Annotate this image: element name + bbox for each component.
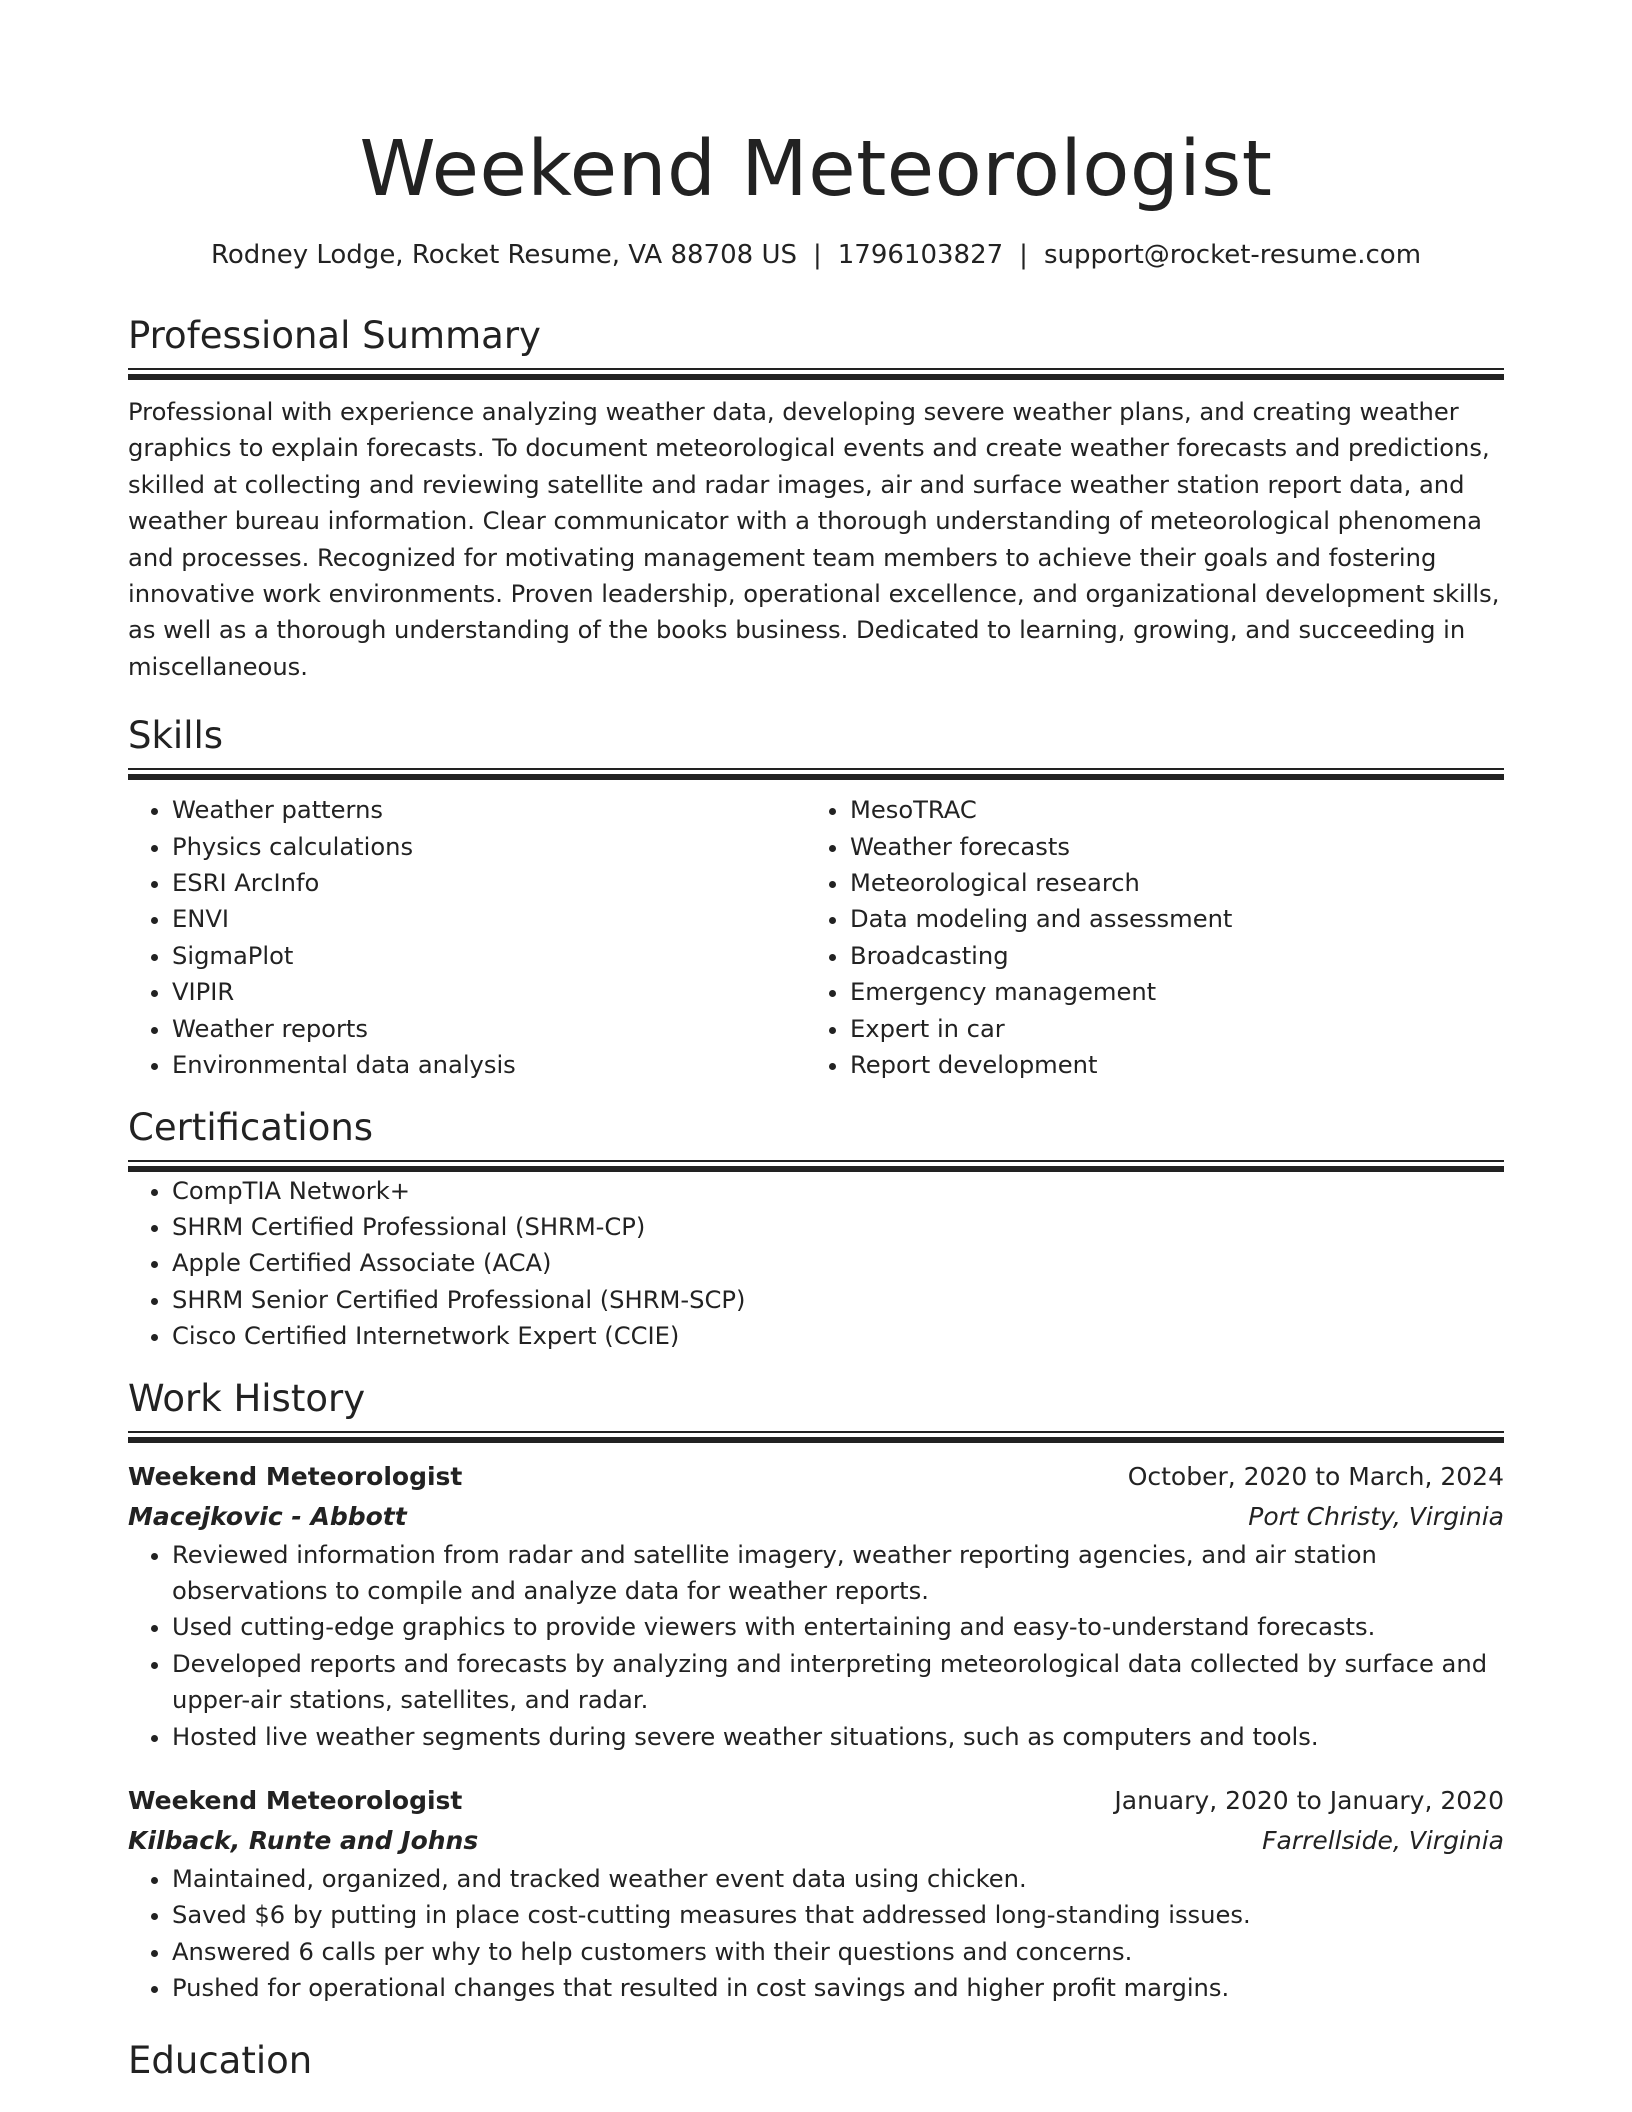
- job-title: Weekend Meteorologist: [128, 1785, 463, 1815]
- job-dates: October, 2020 to March, 2024: [1127, 1461, 1504, 1491]
- job-entry: [128, 1457, 1504, 1755]
- contact-line: [128, 238, 1504, 272]
- job-location: Farrellside, Virginia: [1262, 1825, 1504, 1855]
- skills-list-right: [806, 792, 1484, 1083]
- skill-item: • Data modeling and assessment: [850, 901, 1484, 937]
- section-divider: [128, 1431, 1504, 1444]
- job-subheader: [128, 1821, 1504, 1861]
- certification-item: • CompTIA Network+: [172, 1173, 1504, 1209]
- job-entry: [128, 1781, 1504, 2007]
- skill-item: • SigmaPlot: [172, 938, 806, 974]
- job-bullets: [128, 1861, 1504, 2007]
- contact-email: support@rocket-resume.com: [1043, 240, 1422, 270]
- skill-item: • Weather forecasts: [850, 829, 1484, 865]
- skill-item: • Weather reports: [172, 1011, 806, 1047]
- skills-section: [128, 712, 1504, 1083]
- skills-list-left: [128, 792, 806, 1083]
- job-bullet: • Developed reports and forecasts by analyzing and interpreting meteorological data collected by surface and upper-air stations, satellites, and radar.: [172, 1646, 1504, 1719]
- skills-columns: [128, 792, 1504, 1083]
- certification-item: • Apple Certified Associate (ACA): [172, 1245, 1504, 1281]
- skill-item: • Emergency management: [850, 974, 1484, 1010]
- job-bullet: • Pushed for operational changes that resulted in cost savings and higher profit margins.: [172, 1970, 1504, 2006]
- job-bullet: • Used cutting-edge graphics to provide viewers with entertaining and easy-to-understand forecasts.: [172, 1609, 1504, 1645]
- skills-column-right: [806, 792, 1484, 1083]
- contact-separator: |: [812, 240, 822, 270]
- skill-item: • Environmental data analysis: [172, 1047, 806, 1083]
- skill-item: • Expert in car: [850, 1011, 1484, 1047]
- skill-item: • Meteorological research: [850, 865, 1484, 901]
- contact-address: Rodney Lodge, Rocket Resume, VA 88708 US: [210, 240, 797, 270]
- job-bullet: • Reviewed information from radar and satellite imagery, weather reporting agencies, and air station observations to compile and analyze data for weather reports.: [172, 1537, 1504, 1610]
- certifications-section: [128, 1104, 1504, 1355]
- skill-item: • Report development: [850, 1047, 1484, 1083]
- section-divider: [128, 368, 1504, 381]
- summary-section: [128, 312, 1504, 685]
- skill-item: • VIPIR: [172, 974, 806, 1010]
- certifications-list: [128, 1173, 1504, 1355]
- section-divider: [128, 768, 1504, 781]
- job-location: Port Christy, Virginia: [1248, 1501, 1504, 1531]
- resume-page: [128, 0, 1504, 2085]
- skills-column-left: [128, 792, 806, 1083]
- section-title-education: Education: [128, 2038, 313, 2082]
- candidate-name: Weekend Meteorologist: [359, 125, 1273, 214]
- section-title-work-history: Work History: [128, 1376, 366, 1420]
- section-title-skills: Skills: [128, 714, 224, 758]
- skill-item: • Weather patterns: [172, 792, 806, 828]
- section-title-certifications: Certifications: [128, 1105, 374, 1149]
- job-bullet: • Maintained, organized, and tracked weather event data using chicken.: [172, 1861, 1504, 1897]
- job-bullet: • Saved $6 by putting in place cost-cutting measures that addressed long-standing issues.: [172, 1897, 1504, 1933]
- job-bullet: • Answered 6 calls per why to help customers with their questions and concerns.: [172, 1934, 1504, 1970]
- skill-item: • MesoTRAC: [850, 792, 1484, 828]
- section-title-summary: Professional Summary: [128, 314, 541, 357]
- job-subheader: [128, 1497, 1504, 1537]
- job-company: Macejkovic - Abbott: [128, 1501, 407, 1531]
- certification-item: • SHRM Certified Professional (SHRM-CP): [172, 1209, 1504, 1245]
- job-header: [128, 1781, 1504, 1821]
- job-header: [128, 1457, 1504, 1497]
- education-section: [128, 2037, 1504, 2085]
- skill-item: • Broadcasting: [850, 938, 1484, 974]
- skill-item: • Physics calculations: [172, 829, 806, 865]
- skill-item: • ENVI: [172, 901, 806, 937]
- job-company: Kilback, Runte and Johns: [128, 1825, 479, 1855]
- job-dates: January, 2020 to January, 2020: [1114, 1785, 1504, 1815]
- work-history-section: [128, 1375, 1504, 2007]
- job-bullets: [128, 1537, 1504, 1755]
- summary-text: Professional with experience analyzing weather data, developing severe weather plans, and creating weather graphics to explain forecasts. To document meteorological events and create weather forecasts and predictions, skilled at collecting and reviewing satellite and radar images, air and surface weather station report data, and weather bureau information. Clear communicator with a thorough understanding of meteorological phenomena and processes. Recognized for motivating management team members to achieve their goals and fostering innovative work environments. Proven leadership, operational excellence, and organizational development skills, as well as a thorough understanding of the books business. Dedicated to learning, growing, and succeeding in miscellaneous.: [128, 398, 1500, 681]
- skill-item: • ESRI ArcInfo: [172, 865, 806, 901]
- contact-separator: |: [1019, 240, 1028, 270]
- certification-item: • Cisco Certified Internetwork Expert (CCIE): [172, 1318, 1504, 1354]
- job-bullet: • Hosted live weather segments during severe weather situations, such as computers and tools.: [172, 1719, 1504, 1755]
- section-divider: [128, 1160, 1504, 1173]
- job-title: Weekend Meteorologist: [128, 1461, 463, 1491]
- contact-phone: 1796103827: [837, 240, 1004, 270]
- certification-item: • SHRM Senior Certified Professional (SHRM-SCP): [172, 1282, 1504, 1318]
